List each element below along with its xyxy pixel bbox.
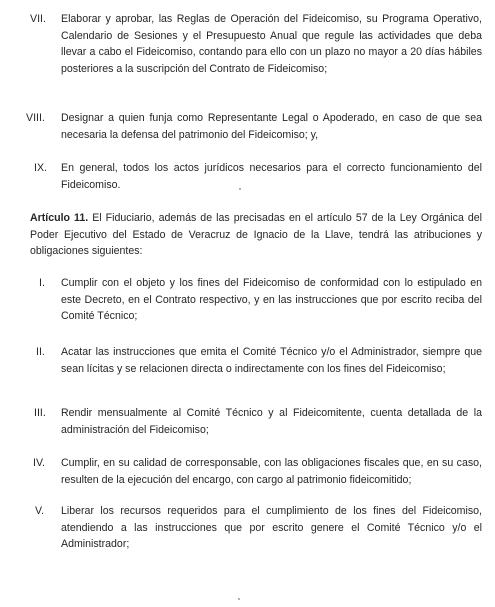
item-text: Elaborar y aprobar, las Reglas de Operación del Fideicomiso, su Programa Operativo, Calendario de Sesiones y el Presupuesto Anual que regule las actividades que deba llevar a cabo el Fideicomiso, contando para ello con un plazo no mayor a 20 días hábiles posteriores a la suscripción del Contrato de Fideicomiso; [61,13,482,75]
scan-speck [238,598,240,600]
item-text: Cumplir con el objeto y los fines del Fideicomiso de conformidad con lo estipulado en este Decreto, en el Contrato respectivo, y en las instrucciones que por escrito reciba del Comité Técnico; [61,277,482,323]
item-number: V. [35,505,45,517]
item-number: IV. [33,457,45,469]
article-text: El Fiduciario, además de las precisadas en el artículo 57 de la Ley Orgánica del Poder Ejecutivo del Estado de Veracruz de Ignacio de la Llave, tendrá las atribuciones y obligaciones siguientes: [30,212,483,258]
item-number: VIII. [26,112,45,124]
article-paragraph [30,210,482,260]
item-text: Liberar los recursos requeridos para el cumplimiento de los fines del Fideicomiso, atendiendo a las instrucciones que por escrito genere el Comité Técnico y/o el Administrador; [61,505,482,551]
item-text: En general, todos los actos jurídicos necesarios para el correcto funcionamiento del Fideicomiso. [61,162,482,191]
item-text: Acatar las instrucciones que emita el Comité Técnico y/o el Administrador, siempre que sean lícitas y se relacionen directa o indirectamente con los fines del Fideicomiso; [61,346,482,375]
item-number: III. [34,407,46,419]
item-number: VII. [30,13,46,25]
item-text: Cumplir, en su calidad de corresponsable, con las obligaciones fiscales que, en su caso, resulten de la ejecución del encargo, con cargo al patrimonio fideicomitido; [61,457,482,486]
item-number: II. [36,346,45,358]
scan-speck [239,188,241,190]
item-number: IX. [34,162,47,174]
item-text: Rendir mensualmente al Comité Técnico y al Fideicomitente, cuenta detallada de la administración del Fideicomiso; [61,407,482,436]
item-number: I. [39,277,45,289]
item-text: Designar a quien funja como Representante Legal o Apoderado, en caso de que sea necesaria la defensa del patrimonio del Fideicomiso; y, [61,112,482,141]
article-label: Artículo 11. [30,212,89,224]
